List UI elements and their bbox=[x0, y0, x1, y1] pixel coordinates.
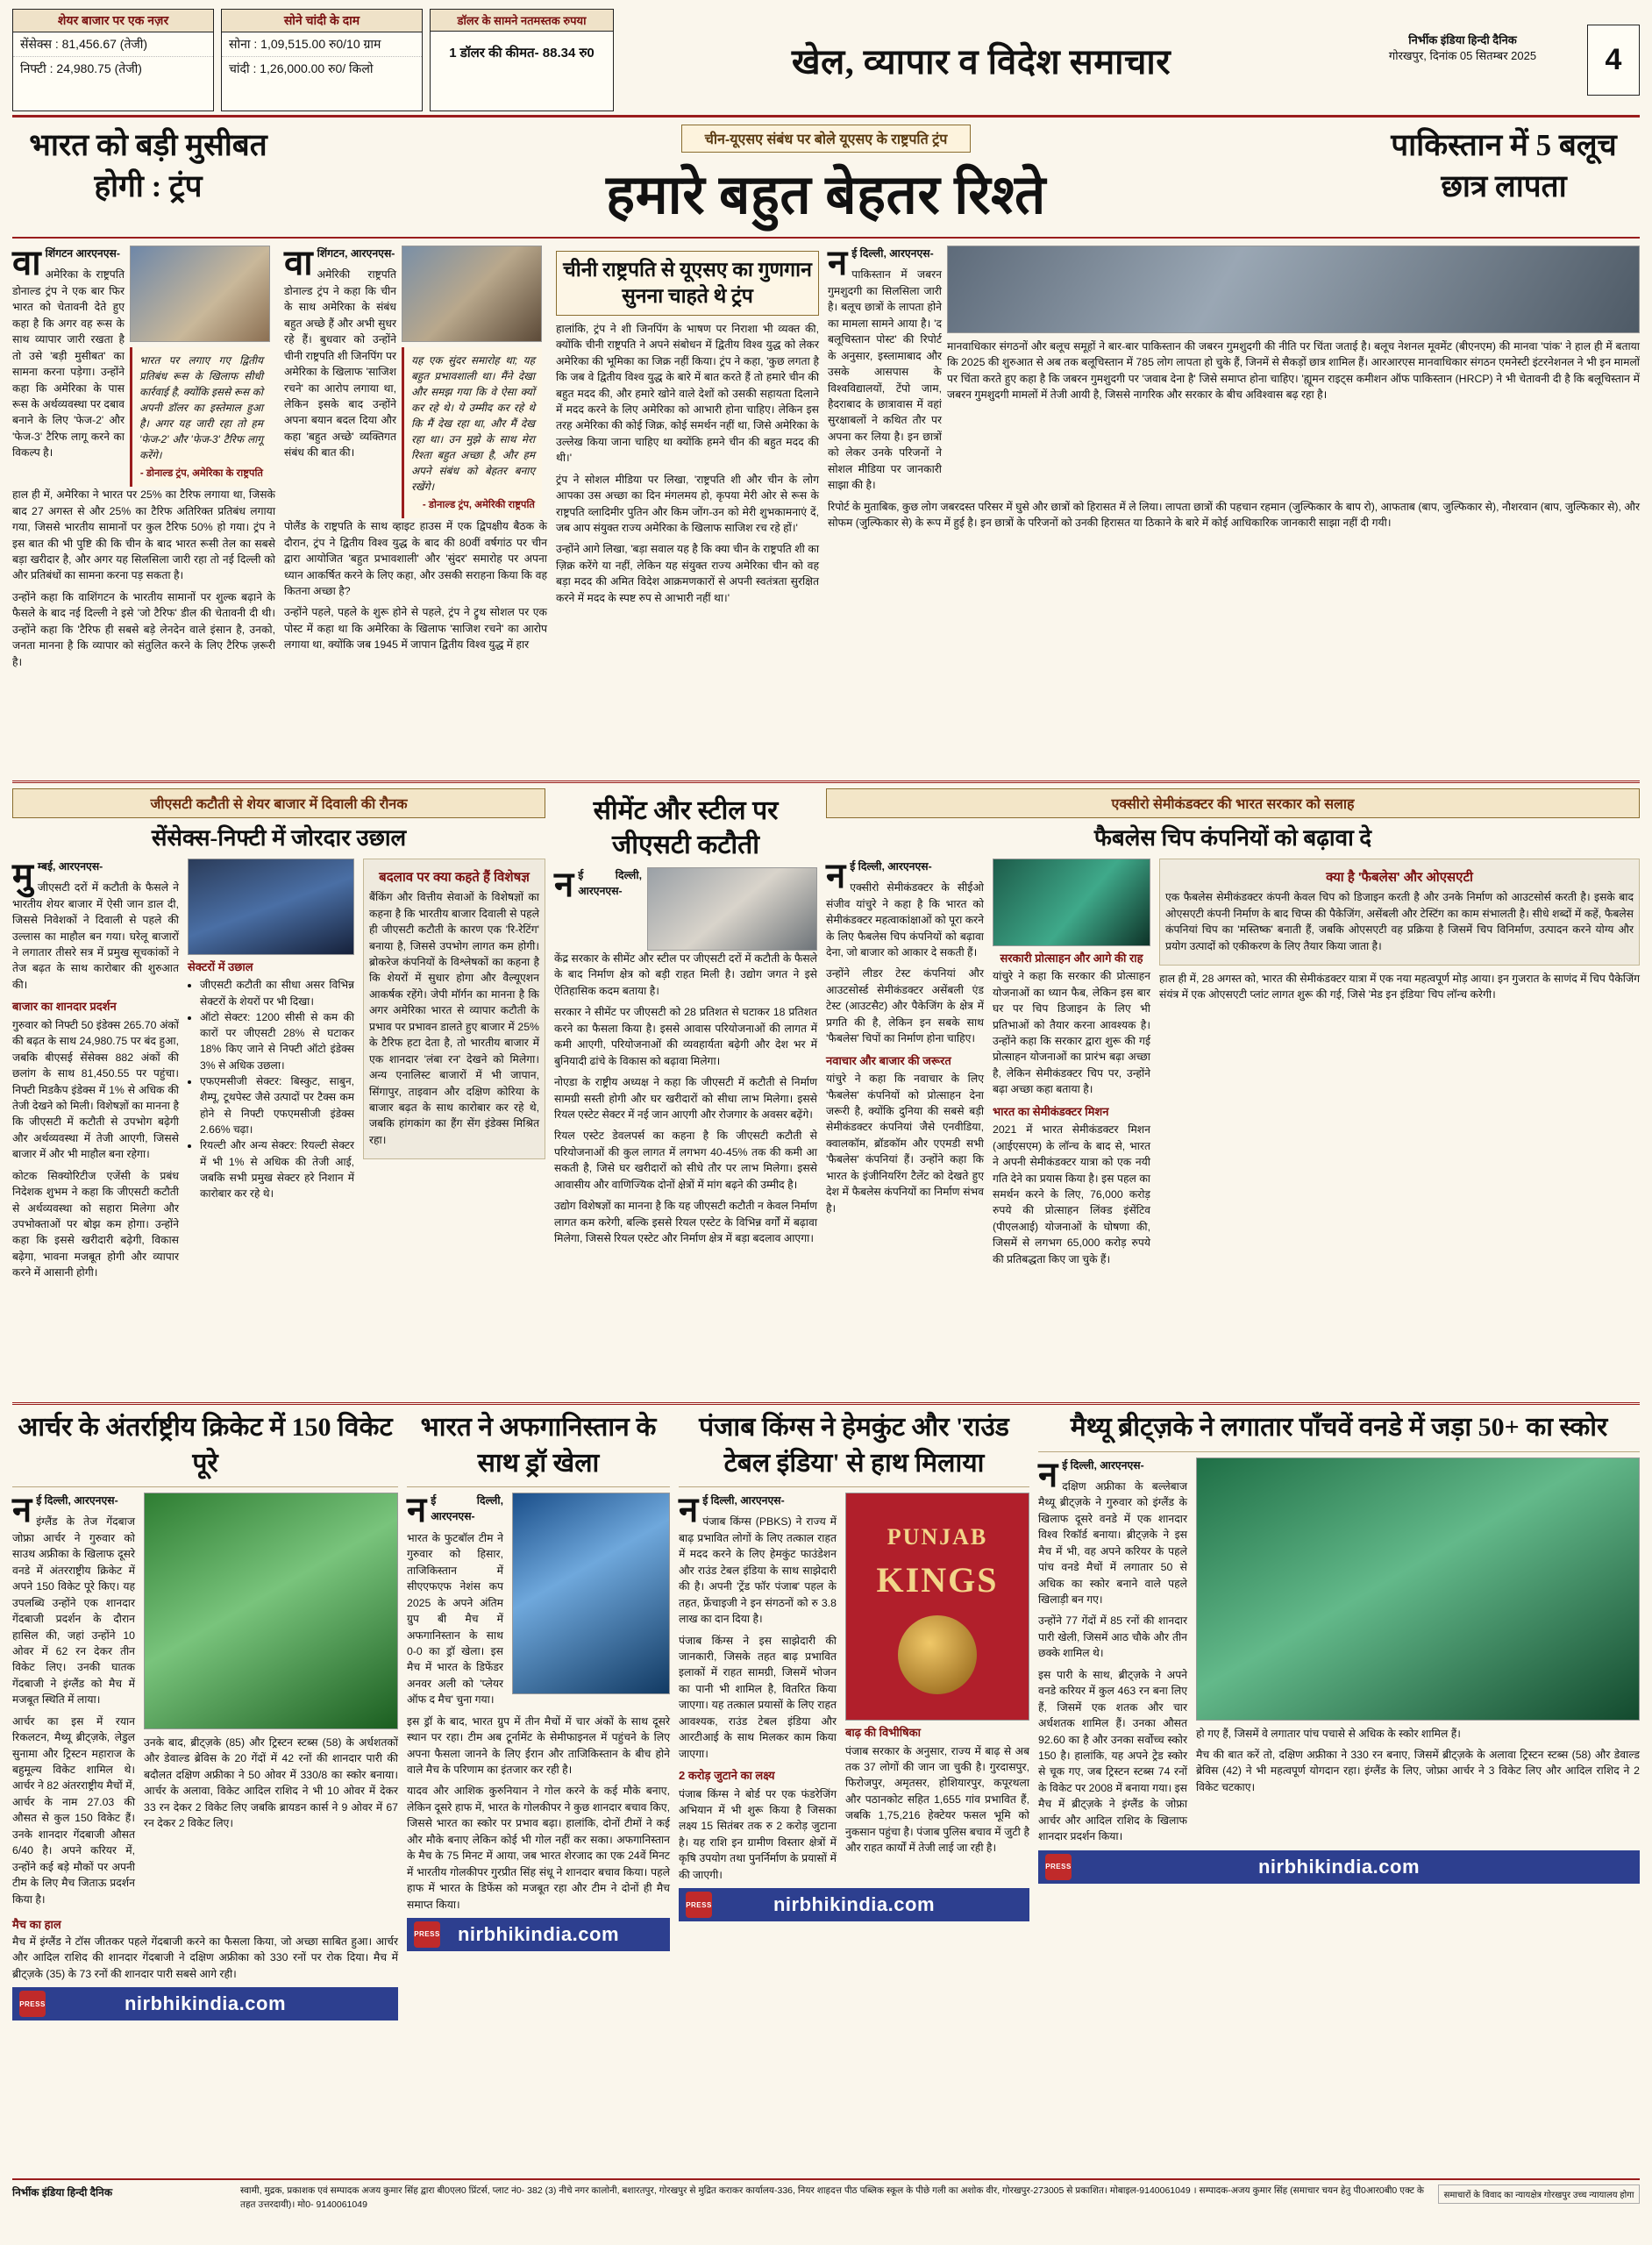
footer-paper-name: निर्भीक इंडिया हिन्दी दैनिक bbox=[12, 2186, 113, 2199]
biz-center-p0: केंद्र सरकार के सीमेंट और स्टील पर जीएसटी दरों में कटौती के फैसले के बाद निर्माण क्षेत्र को बड़ी राहत मिली है। उद्योग जगत ने इसे ऐतिहासिक कदम बताया है। bbox=[554, 952, 817, 997]
business-row bbox=[12, 788, 1640, 1393]
paper-info bbox=[1349, 9, 1577, 111]
story-cl-quote-attrib: - डोनाल्ड ट्रंप, अमेरिकी राष्ट्रपति bbox=[422, 500, 535, 510]
headline-main: हमारे बहुत बेहतर रिश्ते bbox=[606, 166, 1046, 225]
trump-xi-photo bbox=[402, 246, 542, 342]
paper-place-date: गोरखपुर, दिनांक 05 सितम्बर 2025 bbox=[1388, 49, 1537, 62]
footer-jurisdiction: समाचारों के विवाद का न्यायक्षेत्र गोरखपुर उच्च न्यायालय होगा bbox=[1438, 2184, 1640, 2204]
story-left-quote-text: भारत पर लगाए गए द्वितीय प्रतिबंध रूस के खिलाफ सीधी कार्रवाई है, क्योंकि इससे रूस को अपनी डॉलर का इस्तेमाल हुआ है। अगर यह जारी रहा तो हम 'फेज-2' और 'फेज-3' टैरिफ लागू करेंगे। bbox=[139, 354, 263, 461]
biz-center-p2: नोएडा के राष्ट्रीय अध्यक्ष ने कहा कि जीएसटी में कटौती से निर्माण सामग्री सस्ती होगी और घर खरीदारों को सीधा लाभ मिलेगा। इससे रियल एस्टेट सेक्टर में नई जान आएगी और रोजगार के अवसर बढ़ेंगे। bbox=[554, 1076, 817, 1121]
story-left bbox=[12, 243, 275, 772]
gold-ticker-row: सोना : 1,09,515.00 रु0/10 ग्राम bbox=[222, 32, 422, 57]
sports-0-dateline bbox=[12, 1490, 135, 1529]
paper-name: निर्भीक इंडिया हिन्दी दैनिक bbox=[1408, 33, 1517, 46]
site-bar-1[interactable] bbox=[407, 1918, 670, 1951]
missing-students-photo bbox=[947, 246, 1640, 333]
market-ticker-row: निफ्टी : 24,980.75 (तेजी) bbox=[20, 61, 142, 75]
trump-photo bbox=[130, 246, 270, 342]
sports-2-sub: 2 करोड़ जुटाने का लक्ष्य bbox=[679, 1769, 775, 1782]
story-left-quote bbox=[130, 347, 270, 487]
biz-right-sub3-text: 2021 में भारत सेमीकंडक्टर मिशन (आईएसएम) के लॉन्च के बाद से, भारत ने अपनी सेमीकंडक्टर यात्रा को एक नयी गति देने का प्रयास किया है। इस पहल का समर्थन करने के लिए, 76,000 करोड़ रुपये की प्रोत्साहन लिंक्ड इंसेंटिव (पीएलआई) योजनाओं के घोषणा की, जिसमें से लगभग 65,000 करोड़ रुपये की प्रतिबद्धता किए जा चुके हैं। bbox=[993, 1123, 1150, 1265]
biz-right-tail: हाल ही में, 28 अगस्त को, भारत की सेमीकंडक्टर यात्रा में एक नया महत्वपूर्ण मोड़ आया। इन गुजरात के साणंद में चिप पैकेजिंग संयंत्र में एक ओएसएटी प्लांट लागत शुरू की गई, जिसे 'मेड इन इंडिया' चिप लॉन्च करेगी। bbox=[1159, 973, 1640, 1001]
gold-ticker-row: चांदी : 1,26,000.00 रु0/ किलो bbox=[229, 61, 374, 75]
story-cl-quote-text: यह एक सुंदर समारोह था; यह बहुत प्रभावशाली था। मैंने देखा और समझ गया कि वे ऐसा क्यों कर रहे थे। ये उम्मीद कर रहे थे कि मैं देख रहा था, और मैं देख रहा था। उन मुझे के साथ मेरा रिश्ता बहुत अच्छा है, और हम अपने संबंध को बेहतर बनाए रखेंगे। bbox=[411, 354, 535, 493]
biz-center-p4: उद्योग विशेषज्ञों का मानना है कि यह जीएसटी कटौती न केवल निर्माण लागत कम करेगी, बल्कि इससे रियल एस्टेट के विभिन्न वर्गों में बढ़ावा मिलेगा, जिससे रियल एस्टेट और निर्माण क्षेत्र में बड़ा बदलाव आएगा। bbox=[554, 1200, 817, 1244]
press-badge-icon: PRESS bbox=[686, 1892, 712, 1918]
cement-steel-photo bbox=[647, 867, 817, 951]
dollar-ticker bbox=[430, 9, 614, 111]
gold-ticker bbox=[221, 9, 423, 111]
biz-right-dateline-text: नई दिल्ली, आरएनएस- bbox=[826, 855, 932, 895]
press-badge-icon: PRESS bbox=[19, 1991, 46, 2017]
biz-left-dateline-text: मुम्बई, आरएनएस- bbox=[12, 855, 103, 895]
headline-band bbox=[12, 125, 1640, 230]
story-cr-p2: उन्होंने आगे लिखा, 'बड़ा सवाल यह है कि क्या चीन के राष्ट्रपति शी का ज़िक्र करेंगे या नहीं, लेकिन यह संयुक्त राज्य अमेरिका चीन को वह बड़ा मदद की अमित विदेश आक्रमणकारों से अपनी स्वतंत्रता सुरक्षित करने में मदद के स्पष्ट रुप से आभारी नहीं था।' bbox=[556, 543, 819, 604]
story-left-p2: उन्होंने कहा कि वाशिंगटन के भारतीय सामानों पर शुल्क बढ़ाने के फैसले के बाद नई दिल्ली ने इसे 'जो टैरिफ' डील की चेतावनी दी थी। उन्होंने कहा कि 'टैरिफ ही सबसे बड़े लेनदेन वाले इंसान है, उनको, जनता मानना है कि व्यापार को संतुलित करने के लिए टैरिफ ज़रूरी है। bbox=[12, 590, 275, 668]
sports-2-dateline-text: नई दिल्ली, आरएनएस- bbox=[679, 1490, 785, 1529]
story-left-dateline: वाशिंगटन आरएनएस- bbox=[12, 243, 120, 282]
sports-3-p0: दक्षिण अफ्रीका के बल्लेबाज मैथ्यू ब्रीट्ज़के ने गुरुवार को इंग्लैंड के खिलाफ दूसरे वनडे में एक शानदार विश्व रिकॉर्ड बनाया। ब्रीट्ज़के ने इस मैच में भी, वह अपने करियर के पहले पांच वनडे मैचों में लगातार 50 से अधिक का स्कोर बनाने वाले पहले खिलाड़ी बन गए। bbox=[1038, 1479, 1187, 1606]
story-cl-p1: पोलैंड के राष्ट्रपति के साथ व्हाइट हाउस में एक द्विपक्षीय बैठक के दौरान, ट्रंप ने द्वितीय विश्व युद्ध के बाद की 80वीं वर्षगांठ पर चीन द्वारा आयोजित 'बहुत प्रभावशाली' और 'सुंदर' समारोह पर अपना ध्यान आकर्षित करने के लिए कहा, और उसकी सराहना किया कि वह कितना अच्छा है? bbox=[284, 520, 547, 597]
headline-right: पाकिस्तान में 5 बलूच छात्र लापता bbox=[1391, 128, 1617, 204]
football-photo bbox=[512, 1493, 670, 1694]
sports-0-sub: मैच का हाल bbox=[12, 1917, 61, 1931]
sports-3-dateline-text: नई दिल्ली, आरएनएस- bbox=[1038, 1454, 1144, 1494]
business-center-block bbox=[554, 788, 817, 1393]
sports-row bbox=[12, 1410, 1640, 2173]
top-story-row bbox=[12, 243, 1640, 772]
divider bbox=[12, 237, 1640, 239]
sports-head-3: मैथ्यू ब्रीट्ज़के ने लगातार पाँचवें वनडे में जड़ा 50+ का स्कोर bbox=[1070, 1413, 1608, 1442]
sports-2-dateline bbox=[679, 1490, 837, 1529]
press-badge-icon: PRESS bbox=[1045, 1854, 1072, 1880]
story-right-p2: मानवाधिकार संगठनों और बलूच समूहों ने बार-बार पाकिस्तान की जबरन गुमशुदगी की नीति पर चिंता जताई है। बलूच नेशनल मूवमेंट (बीएनएम) की मानवा 'पांक' ने हाल ही में बताया कि 2025 की शुरुआत से अब तक बलूचिस्तान में 785 लोग लापता हो चुके हैं, जिनमें से सैकड़ों छात्र शामिल हैं। आरआरएस मानवाधिकार संगठन एमनेस्टी इंटरनेशनल ने भी इन मामलों पर चिंता करते हुए कहा है कि जबरन गुमशुदगी पर 'जवाब देना है' जिसे समाप्त होना चाहिए। 'ह्यूमन राइट्स कमीशन ऑफ पाकिस्तान (HRCP) ने भी चेतावनी दी है कि बलूचिस्तान में जबरन गुमशुदगी मामलों में तेजी आयी है, जिससे नागरिक और सरकार के बीच अविश्वास बढ़ रहा है। bbox=[947, 340, 1640, 402]
sports-card-punjab-kings bbox=[679, 1410, 1029, 2173]
biz-right-sub1-text: यांचुरे ने कहा कि सरकार की प्रोत्साहन योजनाओं का ध्यान फैब, लेकिन इस बार घर पर चिप डिजाइन के लिए भी प्रतिभाओं को तैयार करना आवश्यक है। उन्होंने कहा कि सरकार द्वारा शुरू की गई प्रोत्साहन योजनाओं का प्रारंभ बढ़ा अच्छा है, लेकिन सेमीकंडक्टर चिप पर, उन्होंने बढ़ा अच्छा कहा बताया है। bbox=[993, 970, 1150, 1096]
biz-right-dateline bbox=[826, 855, 984, 895]
biz-left-para: जीएसटी दरों में कटौती के फैसले ने भारतीय शेयर बाजार में ऐसी जान डाल दी, जिससे निवेशकों ने दिवाली से पहले की उल्लास का माहौल बन गया। घरेलू बाजारों ने लगातार तीसरे सत्र में प्रमुख सूचकांकों ने तेज बढ़त के साथ कारोबार की शुरुआत की। bbox=[12, 881, 179, 991]
sports-2-sub2: बाढ़ की विभीषिका bbox=[845, 1726, 922, 1739]
page-title: खेल, व्यापार व विदेश समाचार bbox=[791, 42, 1171, 82]
site-bar-3[interactable] bbox=[1038, 1850, 1640, 1884]
biz-left-sector-list bbox=[188, 977, 354, 1201]
list-item: • एफएमसीजी सेक्टर: बिस्कुट, साबुन, शैम्पू, टूथपेस्ट जैसे उत्पादों पर टैक्स कम होने से निफ्टी एफएमसीजी इंडेक्स 2.66% चढ़ा। bbox=[200, 1073, 354, 1137]
story-cl-quote bbox=[402, 347, 542, 518]
story-left-body bbox=[12, 243, 125, 282]
biz-left-sub1: बाजार का शानदार प्रदर्शन bbox=[12, 1000, 117, 1014]
story-right-dateline: नई दिल्ली, आरएनएस- bbox=[828, 243, 934, 282]
site-bar-0[interactable] bbox=[12, 1987, 398, 2020]
sports-card-football bbox=[407, 1410, 670, 2173]
sports-2-p0: पंजाब किंग्स (PBKS) ने राज्य में बाढ़ प्रभावित लोगों के लिए तत्काल राहत में मदद करने के लिए हेमकुंट फाउंडेशन और राउंड टेबल इंडिया के साथ साझेदारी की है। अपनी 'ट्रेंड फॉर पंजाब' पहल के तहत, फ्रेंचाइजी ने इन संगठनों को रु 3.8 लाख का दान दिया है। bbox=[679, 1515, 837, 1626]
story-left-quote-attrib: - डोनाल्ड ट्रंप, अमेरिका के राष्ट्रपति bbox=[139, 468, 263, 479]
biz-right-p0: एक्सीरो सेमीकंडक्टर के सीईओ संजीव यांचुरे ने कहा है कि भारत को सेमीकंडक्टर महत्वाकांक्षाओं को पूरा करने के लिए फैबलेस चिप कंपनियों को बढ़ावा देना, जो बाजार को आकार दे सकती हैं। bbox=[826, 881, 984, 959]
sports-3-p1: उन्होंने 77 गेंदों में 85 रनों की शानदार पारी खेली, जिसमें आठ चौके और तीन छक्के शामिल थे। bbox=[1038, 1614, 1187, 1660]
sports-1-dateline bbox=[407, 1490, 503, 1529]
divider bbox=[12, 1402, 1640, 1405]
biz-center-head: सीमेंट और स्टील पर जीएसटी कटौती bbox=[593, 796, 779, 859]
business-right-block bbox=[826, 788, 1640, 1393]
headline-kicker: चीन-यूएसए संबंध पर बोले यूएसए के राष्ट्रपति ट्रंप bbox=[681, 125, 972, 153]
sports-3-dateline bbox=[1038, 1454, 1187, 1494]
market-ticker bbox=[12, 9, 214, 111]
biz-left-bar: जीएसटी कटौती से शेयर बाजार में दिवाली की रौनक bbox=[12, 788, 545, 818]
lion-icon bbox=[898, 1615, 977, 1694]
masthead bbox=[621, 9, 1342, 111]
story-cl-p2: उन्होंने पहले, पहले के शुरू होने से पहले, ट्रंप ने ट्रुथ सोशल पर एक पोस्ट में कहा था कि अमेरिका के खिलाफ 'साजिश रचने' का आरोप लगाया था, क्योंकि जब 1945 में जापान द्वितीय विश्व युद्ध में हार bbox=[284, 606, 547, 652]
biz-left-sectors-head: सेक्टरों में उछाल bbox=[188, 959, 253, 973]
story-center-left bbox=[284, 243, 547, 772]
dollar-ticker-value: 1 डॉलर की कीमत- 88.34 रु0 bbox=[449, 46, 595, 61]
biz-center-dateline-text: नई दिल्ली, आरएनएस- bbox=[554, 865, 642, 904]
story-right bbox=[828, 243, 1640, 772]
story-right-body bbox=[828, 243, 942, 282]
biz-center-p3: रियल एस्टेट डेवलपर्स का कहना है कि जीएसटी कटौती से परियोजनाओं की कुल लागत में लगभग 40-45% तक की कमी आ सकती है, जिसे घर खरीदारों को सीधे तौर पर लाभ मिलेगा। इससे आवासीय और वाणिज्यिक दोनों क्षेत्रों में मांग बढ़ने की उम्मीद है। bbox=[554, 1130, 817, 1191]
story-cl-p0: अमेरिकी राष्ट्रपति डोनाल्ड ट्रंप ने कहा कि चीन के साथ अमेरिका के संबंध बहुत अच्छे हैं और अभी सुधर रहे हैं। बुधवार को उन्होंने चीनी राष्ट्रपति शी जिनपिंग पर अमेरिका के खिलाफ 'साजिश रचने' का आरोप लगाया था, लेकिन इसके बाद उन्होंने अपना बयान बदल दिया और कहा 'बहुत अच्छे' व्यक्तिगत संबंध की बात की। bbox=[284, 268, 396, 460]
dollar-ticker-title: डॉलर के सामने नतमस्तक रुपया bbox=[431, 10, 613, 32]
market-ticker-row: सेंसेक्स : 81,456.67 (तेजी) bbox=[13, 32, 213, 57]
biz-right-sub2-text: यांचुरे ने कहा कि नवाचार के लिए 'फैबलेस' कंपनियों को प्रोत्साहन देना जरूरी है, क्योंकि दुनिया की सबसे बड़ी सेमीकंडक्टर कंपनियां जैसे एनवीडिया, क्वालकॉम, ब्रॉडकॉम और एएमडी सभी 'फैबलेस' कंपनियां हैं। उन्होंने कहा कि भारत के इंजीनियरिंग टैलेंट को देखते हुए देश में फैबलेस कंपनियों का निर्माण संभव है। bbox=[826, 1073, 984, 1215]
footer-imprint: स्वामी, मुद्रक, प्रकाशक एवं सम्पादक अजय कुमार सिंह द्वारा बी0एल0 प्रिंटर्स, प्लाट नं0- 382 (3) नीचे नगर कालोनी, बशारतपुर, गोरखपुर से मुद्रित कराकर कार्यालय-336, नियर शाहदत्त पीठ पब्लिक स्कूल के पीछे गली का अशोक वीर, गोरखपुर-273005 से प्रकाशित। मोबाइल-9140061049 । सम्पादक-अजय कुमार सिंह (समाचार चयन हेतु पी0आर0बी0 एक्ट के तहत उत्तरदायी)। मो0- 9140061049 bbox=[240, 2185, 1424, 2210]
sports-3-p3: हो गए हैं, जिसमें वे लगातार पांच पचासे से अधिक के स्कोर शामिल हैं। bbox=[1196, 1727, 1461, 1740]
biz-right-sub2: नवाचार और बाजार की जरूरत bbox=[826, 1053, 951, 1067]
site-bar-label-0: nirbhikindia.com bbox=[124, 1992, 287, 2015]
story-cr-p1: ट्रंप ने सोशल मीडिया पर लिखा, 'राष्ट्रपति शी और चीन के लोग आपका उस अच्छा का दिन मंगलमय हो, कृपया मेरी ओर से रूस के राष्ट्रपति व्लादिमीर पुतिन और किम जोंग-उन को मेरी शुभकामनाएं दें, जब आप संयुक्त राज्य अमेरिका के खिलाफ साजिश रच रहे हों।' bbox=[556, 473, 819, 535]
sports-0-sub-text: मैच में इंग्लैंड ने टॉस जीतकर पहले गेंदबाजी करने का फैसला किया, जो अच्छा साबित हुआ। आर्चर और आदिल राशिद की शानदार गेंदबाजी ने दक्षिण अफ्रीका को 330 रनों पर रोक दिया। मैच में ब्रीट्ज़के (35) के 73 रनों की शानदार पारी सबसे आगे रही। bbox=[12, 1935, 398, 1980]
archer-photo bbox=[144, 1493, 398, 1729]
page-footer bbox=[12, 2178, 1640, 2213]
story-right-p1: रिपोर्ट के मुताबिक, कुछ लोग जबरदस्त परिसर में घुसे और छात्रों को हिरासत में ले लिया। लापता छात्रों की पहचान रहमान (जुल्फिकार के बाप रो), आफताब (बाप, जुल्फिकार से), नौशरवान (बाप, जुल्फिकार से), और सोफम (जुल्फिकार से) के रूप में हुई है। इन छात्रों के परिजनों को उनकी हिरासत या ठिकाने के बारे में कोई आधिकारिक जानकारी साझा नहीं दी गयी। bbox=[828, 500, 1640, 529]
biz-left-expert-text: बैंकिंग और वित्तीय सेवाओं के विशेषज्ञों का कहना है कि भारतीय बाजार दिवाली से पहले ही जीएसटी कटौती के कारण एक 'रि-रेटिंग' बनाया है, जिससे उपभोग लागत कम होगी। ब्रोकरेज कंपनियों के विश्लेषकों का कहना है कि शेयरों में सुधार होगा और वैल्यूएशन आकर्षक रहेंगे। जेपी मॉर्गन का मानना है कि अगर अमेरिका भारत से व्यापार कटौती के प्रभाव पर प्रभावन डालते हुए बाजार में 25% के टैरिफ हटा देता है, तो भारतीय बाजार में एक शानदार 'लंबा रन' देखने को मिलेगा। अन्य एनालिस्ट बाजारों में भी जापान, सिंगापुर, ताइवान और दक्षिण कोरिया के बाजार बढ़त के साथ कारोबार कर रहे थे, जबकि हांगकांग का हैंग सेंग इंडेक्स मिश्रित रहा। bbox=[369, 891, 539, 1146]
biz-right-sub3: भारत का सेमीकंडक्टर मिशन bbox=[993, 1104, 1109, 1118]
story-cl-body bbox=[284, 243, 396, 282]
sports-0-p1: आर्चर का इस में रयान रिकलटन, मैथ्यू ब्रीट्ज़के, लेडुल सुनामा और ट्रिस्टन महाराज के बहुमूल्य विकेट शामिल थे। आर्चर ने 82 अंतरराष्ट्रीय मैचों में, आर्चर के नाम 27.03 की औसत से कुल 150 विकेट हैं। उनके शानदार गेंदबाजी औसत 6/40 है। अपने करियर में, उन्होंने कई बड़े मौकों पर अपनी टीम के लिए मैच जिताऊ प्रदर्शन किया है। bbox=[12, 1714, 135, 1906]
sports-1-p2: यादव और आशिक कुरुनियान ने गोल करने के कई मौके बनाए, लेकिन दूसरे हाफ में, भारत के गोलकीपर ने कुछ शानदार बचाव किए, जिससे भारत का स्कोर पर प्रभाव बढ़ा। हालांकि, दोनों टीमों ने कई और मौके बनाए लेकिन कोई भी गोल नहीं कर सका। अफगानिस्तान के मैच के 75 मिनट में आया, जब भारत शेरजाद का एक 24वें मिनट में भारतीय गोलकीपर गुरप्रीत सिंह संधू ने शानदार बचाव किया। पहले हाफ में भारत के डिफेंस को मजबूत रहा और टीम ने दोनों ही मैच समाप्त किया। bbox=[407, 1785, 670, 1911]
biz-left-expert-box bbox=[363, 859, 545, 1160]
site-bar-label-3: nirbhikindia.com bbox=[1257, 1855, 1421, 1878]
biz-left-head: सेंसेक्स-निफ्टी में जोरदार उछाल bbox=[151, 825, 407, 851]
sports-3-p2: इस पारी के साथ, ब्रीट्ज़के ने अपने वनडे करियर में कुल 463 रन बना लिए हैं, जिसमें एक शतक और चार अर्धशतक शामिल हैं। उनका औसत 92.60 का है और उनका सर्वोच्च स्कोर 150 है। हालांकि, यह अपने ट्रेड स्कोर से चूक गए, जब ट्रिस्टन स्टब्स 74 रनों के विकेट पर 2008 में बनाया गया। इस मैच में ब्रीट्ज़के ने इंग्लैंड के जोफ्रा आर्चर और आदिल राशिद के खिलाफ शानदार प्रदर्शन किया। bbox=[1038, 1668, 1187, 1843]
page-number: 4 bbox=[1587, 25, 1640, 96]
sports-card-archer bbox=[12, 1410, 398, 2173]
story-cr-heading: चीनी राष्ट्रपति से यूएसए का गुणगान सुनना चाहते थे ट्रंप bbox=[556, 251, 819, 316]
list-item: • जीएसटी कटौती का सीधा असर विभिन्न सेक्टरों के शेयरों पर भी दिखा। bbox=[200, 977, 354, 1009]
story-left-p0: अमेरिका के राष्ट्रपति डोनाल्ड ट्रंप ने एक बार फिर भारत को चेतावनी देते हुए कहा है कि अगर वह रूस के साथ व्यापार जारी रखता है तो उसे 'बड़ी मुसीबत' का सामना करना पड़ेगा। उन्होंने कहा कि अमेरिका के पास रूस के अर्थव्यवस्था पर दबाव बनाने के लिए 'फेज-2' और 'फेज-3' टैरिफ लागू करने का विकल्प है। bbox=[12, 268, 125, 460]
biz-center-p1: सरकार ने सीमेंट पर जीएसटी को 28 प्रतिशत से घटाकर 18 प्रतिशत करने का फैसला किया है। इससे आवास परियोजनाओं की लागत में कमी आएगी, परियोजनाओं की व्यवहार्यता बढ़ेगी और देश भर में बुनियादी ढांचे के विकास को बढ़ावा मिलेगा। bbox=[554, 1006, 817, 1067]
market-ticker-title: शेयर बाजार पर एक नज़र bbox=[13, 10, 213, 32]
biz-right-box-text: एक फैबलेस सेमीकंडक्टर कंपनी केवल चिप को डिजाइन करती है और उनके निर्माण को आउटसोर्स करती है। इसके बाद ओएसएटी कंपनी निर्माण के बाद चिप्स की पैकेजिंग, असेंबली और टेस्टिंग का काम संभालती है। सीधे शब्दों में कहें, फैबलेस कंपनियां चिप का 'मस्तिष्क' बनाती हैं, जबकि ओएसएटी वह प्रक्रिया है जिसमें चिप विनिर्माण, उत्पादन करने योग्य और प्रयोग उत्पादों को एकीकरण के लिए तैयार किया जाता है। bbox=[1165, 891, 1634, 952]
sports-2-p1: पंजाब किंग्स ने इस साझेदारी की जानकारी, जिसके तहत बाढ़ प्रभावित इलाकों में राहत सामग्री, जिसमें भोजन का पानी भी शामिल है, वितरित किया जाएगा। यह तत्काल प्रयासों के लिए राहत आवश्यक, राउंड टेबल इंडिया और आरटीआई के साथ मिलकर काम किया जाएगा। bbox=[679, 1634, 837, 1760]
gold-ticker-title: सोने चांदी के दाम bbox=[222, 10, 422, 32]
story-left-p1: हाल ही में, अमेरिका ने भारत पर 25% का टैरिफ लगाया था, जिसके बाद 27 अगस्त से और 25% का टैरिफ अतिरिक्त प्रतिबंध लगाया गया, जिससे भारतीय सामानों पर कुल टैरिफ 50% हो गया। ट्रंप ने इस बात की भी पुष्टि की कि चीन के बाद भारत रूसी तेल का सबसे बड़ा खरीदार है, और अगर यह सिलसिला जारी रहा तो नई दिल्ली को और प्रतिबंधों का सामना करना पड़ सकता है। bbox=[12, 488, 275, 582]
business-left-block bbox=[12, 788, 545, 1393]
biz-right-sub1: सरकारी प्रोत्साहन और आगे की राह bbox=[1000, 951, 1143, 965]
sports-2-sub2-text: पंजाब सरकार के अनुसार, राज्य में बाढ़ से अब तक 37 लोगों की जान जा चुकी है। गुरदासपुर, फिरोजपुर, अमृतसर, होशियारपुर, कपूरथला और पठानकोट सहित 1,655 गांव प्रभावित हैं, जबकि 1,75,216 हेक्टेयर फसल भूमि को नुकसान पहुंचा है। पंजाब पुलिस बचाव में जुटी है और राहत कार्यों में तेजी लाई जा रही है। bbox=[845, 1744, 1029, 1855]
sports-2-sub-text: पंजाब किंग्स ने बोर्ड पर एक फंडरेजिंग अभियान में भी शुरू किया है जिसका लक्ष्य 15 सितंबर तक रु 2 करोड़ जुटाना है। यह राशि इन ग्रामीण विस्तार क्षेत्रों में कृषि उपयोग तथा पुनर्निर्माण के प्रयासों में की जाएगी। bbox=[679, 1787, 837, 1881]
story-right-p0: पाकिस्तान में जबरन गुमशुदगी का सिलसिला जारी है। बलूच छात्रों के लापता होने का मामला सामने आया है। 'द बलूचिस्तान पोस्ट' की रिपोर्ट के अनुसार, इस्लामाबाद और उसके आसपास के विश्वविद्यालयों, टेंपो जाम, हैदराबाद के छात्रावास में वहां सुरक्षाबलों ने कथित तौर पर अपना कर लिया है। इन छात्रों को लेकर उनके परिजनों ने सोशल मीडिया पर जानकारी साझा की है। bbox=[828, 268, 942, 492]
divider bbox=[12, 780, 1640, 783]
biz-right-box bbox=[1159, 859, 1640, 966]
sports-head-2: पंजाब किंग्स ने हेमकुंट और 'राउंड टेबल इंडिया' से हाथ मिलाया bbox=[699, 1413, 1009, 1478]
biz-right-bar: एक्सीरो सेमीकंडक्टर की भारत सरकार को सलाह bbox=[826, 788, 1640, 818]
sports-1-dateline-text: नई दिल्ली, आरएनएस- bbox=[407, 1490, 503, 1529]
biz-left-dateline bbox=[12, 855, 179, 895]
site-bar-label-2: nirbhikindia.com bbox=[773, 1893, 936, 1916]
logo-line-2: KINGS bbox=[876, 1559, 999, 1600]
headline-left: भारत को बड़ी मुसीबत होगी : ट्रंप bbox=[29, 128, 267, 204]
sports-3-p4: मैच की बात करें तो, दक्षिण अफ्रीका ने 330 रन बनाए, जिसमें ब्रीट्ज़के के अलावा ट्रिस्टन स्टब्स (58) और डेवाल्ड ब्रेविस (42) ने भी महत्वपूर्ण योगदान रहा। इंग्लैंड के लिए, जोफ्रा आर्चर ने 3 विकेट लिए और आदिल राशिद ने 2 विकेट चटकाए। bbox=[1196, 1748, 1640, 1793]
headline-center-wrap bbox=[293, 125, 1359, 230]
biz-left-p1: गुरुवार को निफ्टी 50 इंडेक्स 265.70 अंकों की बढ़त के साथ 24,980.75 पर बंद हुआ, जबकि बीएसई सेंसेक्स 882 अंकों की छलांग के साथ 81,450.55 पर पहुंचा। निफ्टी मिडकैप इंडेक्स में 1% से अधिक की तेजी देखने को मिली। विशेषज्ञों का मानना है कि जीएसटी में कटौती से उपभोग बढ़ेगी और अर्थव्यवस्था में तेजी आएगी, जिससे बाजार में और भी माहौल बना रहेगा। bbox=[12, 1018, 179, 1161]
biz-center-dateline bbox=[554, 865, 642, 904]
press-badge-icon: PRESS bbox=[414, 1921, 440, 1948]
sports-head-0: आर्चर के अंतर्राष्ट्रीय क्रिकेट में 150 विकेट पूरे bbox=[18, 1413, 393, 1478]
biz-left-expert-head: बदलाव पर क्या कहते हैं विशेषज्ञ bbox=[379, 869, 530, 885]
sports-0-extra: उनके बाद, ब्रीट्ज़के (85) और ट्रिस्टन स्टब्स (58) के अर्धशतकों और डेवाल्ड ब्रेविस के 20 गेंदों में 42 रनों की शानदार पारी की बदौलत दक्षिण अफ्रीका ने 50 ओवर में 330/8 का स्कोर बनाया। आर्चर के अलावा, विकेट आदिल राशिद ने भी 10 ओवर में देकर 33 रन देकर 2 विकेट लिए जबकि ब्रायडन कार्स ने 9 ओवर में 67 रन देकर 2 विकेट लिए। bbox=[144, 1736, 398, 1830]
story-center-right bbox=[556, 246, 819, 772]
site-bar-label-1: nirbhikindia.com bbox=[457, 1922, 620, 1945]
breetzke-photo bbox=[1196, 1457, 1640, 1721]
list-item: • ऑटो सेक्टर: 1200 सीसी से कम की कारों पर जीएसटी 28% से घटाकर 18% किए जाने से निफ्टी ऑटो इंडेक्स 3% से अधिक उछला। bbox=[200, 1009, 354, 1073]
list-item: • रियल्टी और अन्य सेक्टर: रियल्टी सेक्टर में भी 1% से अधिक की तेजी आई, जबकि सभी प्रमुख सेक्टर हरे निशान में कारोबार कर रहे थे। bbox=[200, 1137, 354, 1201]
biz-right-box-head: क्या है 'फैबलेस' और ओएसएटी bbox=[1326, 869, 1473, 885]
semiconductor-chip-photo bbox=[993, 859, 1150, 946]
logo-line-1: PUNJAB bbox=[887, 1523, 988, 1550]
top-ticker-bar bbox=[12, 9, 1640, 118]
story-cr-p0: हालांकि, ट्रंप ने शी जिनपिंग के भाषण पर निराशा भी व्यक्त की, क्योंकि चीनी राष्ट्रपति ने अपने संबोधन में द्वितीय विश्व युद्ध को लेकर अमेरिका की भूमिका का जिक्र नहीं किया। ट्रंप ने कहा, 'कुछ लगता है कि जब वे द्वितीय विश्व युद्ध के बारे में बात करते हैं तो हमारे चीन की बहुत मदद की, और हमारे खोने वाले देशों को उसकी सहायता दिलाने में मदद करने के लिए अमेरिका को आभारी होना चाहिए। लेकिन इस तरह अमेरिका की कोई जिक्र, कोई समर्थन नहीं था, जिसे अमेरिका के उल्लेख किया जाना चाहिए था क्योंकि हमने चीन की बहुत मदद की थी।' bbox=[556, 322, 819, 465]
biz-right-head: फैबलेस चिप कंपनियों को बढ़ावा दे bbox=[1093, 825, 1372, 851]
punjab-kings-logo bbox=[845, 1493, 1029, 1721]
story-cl-dateline: वाशिंगटन, आरएनएस- bbox=[284, 243, 395, 282]
sports-1-p1: इस ड्रॉ के बाद, भारत ग्रुप में तीन मैचों में चार अंकों के साथ दूसरे स्थान पर रहा। टीम अब टूर्नामेंट के सेमीफाइनल में पहुंचने के लिए अपना फैसला जानने के लिए ईरान और ताजिकिस्तान के बीच होने वाले मैच के परिणाम का इंतजार कर रही है। bbox=[407, 1714, 670, 1776]
biz-right-p1: उन्होंने लीडर टेस्ट कंपनियां और आउटसोर्स्ड सेमीकंडक्टर असेंबली एंड टेस्ट (आउटसैट) और पैकेजिंग के क्षेत्र में प्रगति की है, लेकिन इन सबके साथ 'फैबलेस' चिपों का निर्माण होना चाहिए। bbox=[826, 967, 984, 1045]
sports-0-p0: इंग्लैंड के तेज गेंदबाज जोफ्रा आर्चर ने गुरुवार को साउथ अफ्रीका के खिलाफ दूसरे वनडे में अंतरराष्ट्रीय क्रिकेट में अपने 150 विकेट पूरे किए। यह उपलब्धि उन्होंने एक शानदार गेंदबाजी प्रदर्शन के दौरान हासिल की, जहां उन्होंने 10 ओवर में 62 रन देकर तीन विकेट लिए। उनकी घातक गेंदबाजी ने इंग्लैंड को मैच में मजबूत स्थिति में लाया। bbox=[12, 1515, 135, 1707]
sports-0-dateline-text: नई दिल्ली, आरएनएस- bbox=[12, 1490, 118, 1529]
sports-head-1: भारत ने अफगानिस्तान के साथ ड्रॉ खेला bbox=[420, 1413, 657, 1478]
stock-market-photo bbox=[188, 859, 354, 955]
sports-1-p0: भारत के फुटबॉल टीम ने गुरुवार को हिसार, ताजिकिस्तान में सीएएफएफ नेशंस कप 2025 के अपने अंतिम ग्रुप बी मैच में अफगानिस्तान के साथ 0-0 का ड्रॉ खेला। इस मैच में भारत के डिफेंडर अनवर अली को 'प्लेयर ऑफ द मैच' चुना गया। bbox=[407, 1531, 503, 1707]
sports-card-breetzke bbox=[1038, 1410, 1640, 2173]
biz-left-p2: कोटक सिक्योरिटीज एजेंसी के प्रबंध निदेशक शुभम ने कहा कि जीएसटी कटौती से अर्थव्यवस्था को सहारा मिलेगा और उपभोक्ताओं पर बोझ कम होगा। उन्होंने कहा कि इससे खरीदारी बढ़ेगी, विकास बढ़ेगा, भावना मजबूत होगी और व्यापार करने में आसानी होगी। bbox=[12, 1169, 179, 1279]
site-bar-2[interactable] bbox=[679, 1888, 1029, 1921]
